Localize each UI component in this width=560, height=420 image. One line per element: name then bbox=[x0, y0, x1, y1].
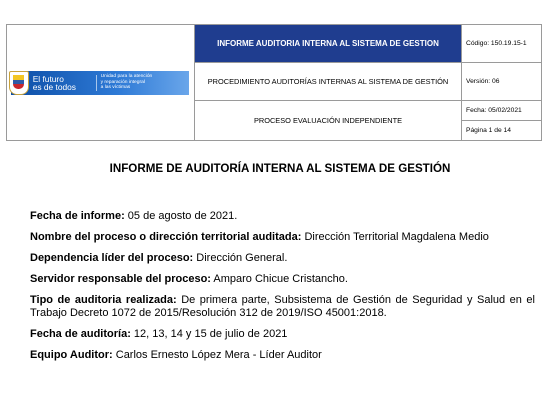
field-label: Fecha de informe: bbox=[30, 210, 125, 222]
field-audit-date bbox=[30, 328, 535, 341]
institution-logo-band bbox=[11, 71, 189, 95]
date-page-cell bbox=[462, 101, 542, 141]
logo-divider bbox=[96, 75, 97, 91]
field-audited-process bbox=[30, 231, 535, 244]
document-date: Fecha: 05/02/2021 bbox=[462, 101, 541, 121]
logo-cell bbox=[7, 25, 195, 141]
field-label: Tipo de auditoria realizada: bbox=[30, 294, 177, 306]
document-version: Versión: 06 bbox=[462, 63, 542, 101]
field-value: Amparo Chicue Cristancho. bbox=[210, 273, 348, 285]
slogan-line-1: El futuro bbox=[32, 73, 64, 84]
report-title-cell: INFORME AUDITORIA INTERNA AL SISTEMA DE GESTION bbox=[195, 25, 462, 63]
tagline-line-1: Unidad para la atención bbox=[100, 74, 153, 80]
field-audit-type bbox=[30, 294, 535, 320]
colombia-shield-icon bbox=[9, 71, 29, 95]
field-value-suffix: Líder Auditor bbox=[259, 349, 322, 361]
document-code: Código: 150.19.15-1 bbox=[462, 25, 542, 63]
field-label: Nombre del proceso o dirección territorial auditada: bbox=[30, 231, 302, 243]
field-lead-department bbox=[30, 252, 535, 265]
field-label: Fecha de auditoría: bbox=[30, 328, 131, 340]
field-responsible-officer bbox=[30, 273, 535, 286]
logo-tagline bbox=[101, 74, 189, 90]
page-number: Página 1 de 14 bbox=[466, 127, 511, 134]
field-label: Dependencia líder del proceso: bbox=[30, 252, 194, 264]
field-label: Servidor responsable del proceso: bbox=[30, 273, 211, 285]
field-report-date bbox=[30, 210, 535, 223]
field-value: De primera parte, Subsistema de Gestión de Seguridad y Salud en el Trabajo Decreto 1072 de 2015/Resolución 312 de 2019/ISO 45001:2018. bbox=[30, 294, 535, 319]
document-title: INFORME DE AUDITORÍA INTERNA AL SISTEMA DE GESTIÓN bbox=[109, 162, 451, 175]
logo-slogan bbox=[33, 75, 92, 91]
slogan-line-2: es de todos bbox=[32, 81, 76, 92]
field-value: Dirección General. bbox=[193, 252, 288, 264]
field-value: 12, 13, 14 y 15 de julio de 2021 bbox=[130, 328, 288, 340]
tagline-line-3: a las víctimas bbox=[100, 85, 131, 91]
field-label: Equipo Auditor: bbox=[30, 349, 113, 361]
document-header-table bbox=[6, 24, 542, 141]
field-value: Carlos Ernesto López Mera - bbox=[112, 349, 260, 361]
process-name: PROCESO EVALUACIÓN INDEPENDIENTE bbox=[195, 101, 462, 141]
report-fields bbox=[30, 210, 535, 370]
field-audit-team bbox=[30, 349, 535, 362]
field-value: 05 de agosto de 2021. bbox=[124, 210, 238, 222]
tagline-line-2: y reparación integral bbox=[100, 79, 145, 85]
procedure-name: PROCEDIMIENTO AUDITORÍAS INTERNAS AL SISTEMA DE GESTIÓN bbox=[195, 63, 462, 101]
field-value: Dirección Territorial Magdalena Medio bbox=[301, 231, 489, 243]
